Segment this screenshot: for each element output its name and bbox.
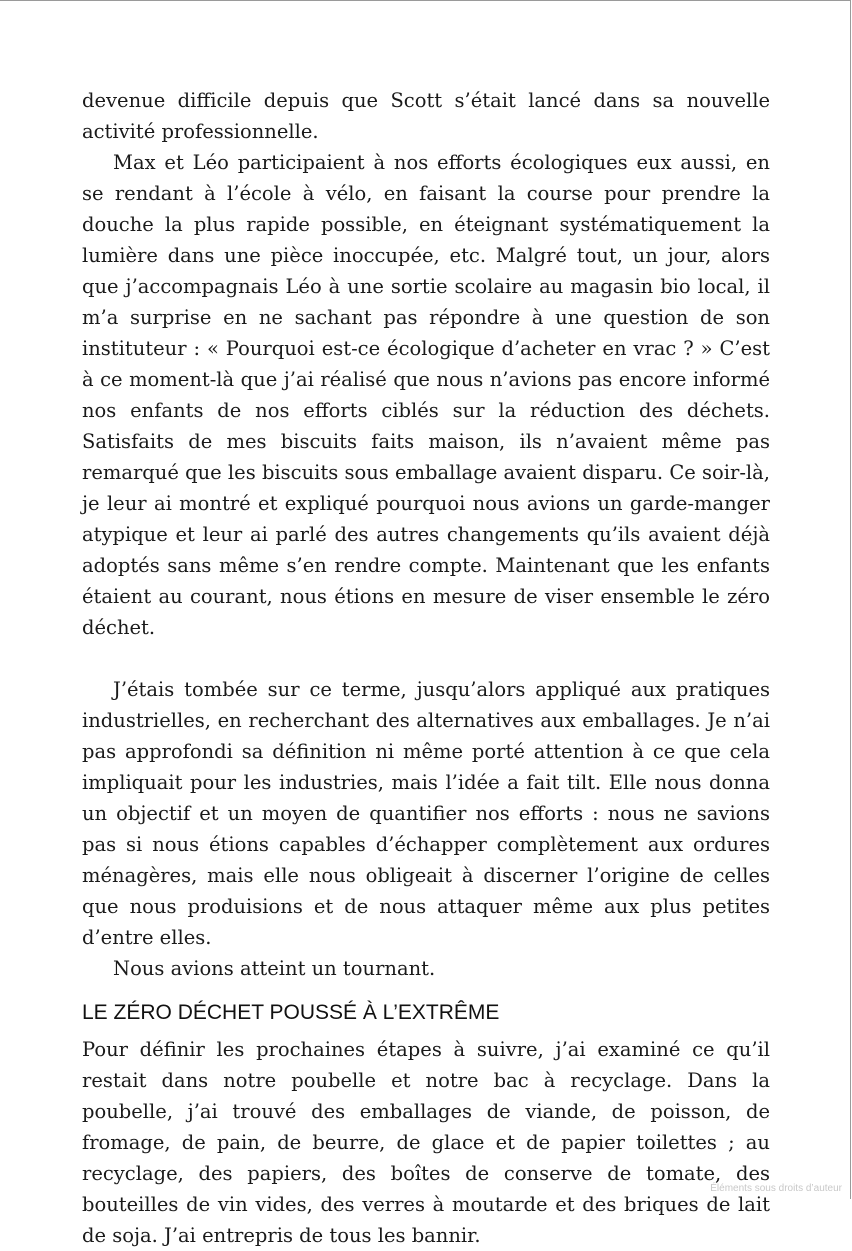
paragraph-zero-waste-term: J’étais tombée sur ce terme, jusqu’alors appliqué aux pratiques industrielles, en recherchant des alternatives aux emballages. Je n’ai pas approfondi sa définition ni même porté attention à ce que cela impliquait pour les industries, mais l’idée a fait tilt. Elle nous donna un objectif et un moyen de quantifier nos efforts : nous ne savions pas si nous étions capables d’échapper complètement aux ordures ménagères, mais elle nous obligeait à discerner l’origine de celles que nous produisions et de nous attaquer même aux plus petites d’entre elles. (82, 678, 770, 949)
copyright-watermark: Éléments sous droits d’auteur (710, 1183, 842, 1194)
section-heading: LE ZÉRO DÉCHET POUSSÉ À L’EXTRÊME (82, 1001, 500, 1024)
paragraph-max-leo: Max et Léo participaient à nos efforts écologiques eux aussi, en se rendant à l’école à vélo, en faisant la course pour prendre la douche la plus rapide possible, en éteignant systématiquement la lumière dans une pièce inoccupée, etc. Malgré tout, un jour, alors que j’accompagnais Léo à une sortie scolaire au magasin bio local, il m’a surprise en ne sachant pas répondre à une question de son instituteur : « Pourquoi est-ce écologique d’acheter en vrac ? » C’est à ce moment-là que j’ai réalisé que nous n’avions pas encore informé nos enfants de nos efforts ciblés sur la réduction des déchets. Satisfaits de mes biscuits faits maison, ils n’avaient même pas remarqué que les biscuits sous emballage avaient disparu. Ce soir-là, je leur ai montré et expliqué pourquoi nous avions un garde-manger atypique et leur ai parlé des autres changements qu’ils avaient déjà adoptés sans même s’en rendre compte. Maintenant que les enfants étaient au courant, nous étions en mesure de viser ensemble le zéro déchet. (82, 151, 770, 639)
page-body (82, 85, 770, 1251)
paragraph-continuation: devenue difficile depuis que Scott s’était lancé dans sa nouvelle activité professionnelle. (82, 89, 770, 143)
paragraph-next-steps: Pour définir les prochaines étapes à suivre, j’ai examiné ce qu’il restait dans notre poubelle et notre bac à recyclage. Dans la poubelle, j’ai trouvé des emballages de viande, de poisson, de fromage, de pain, de beurre, de glace et de papier toilettes ; au recyclage, des papiers, des boîtes de conserve de tomate, des bouteilles de vin vides, des verres à moutarde et des briques de lait de soja. J’ai entrepris de tous les bannir. (82, 1038, 770, 1247)
paragraph-turning-point: Nous avions atteint un tournant. (113, 957, 436, 980)
